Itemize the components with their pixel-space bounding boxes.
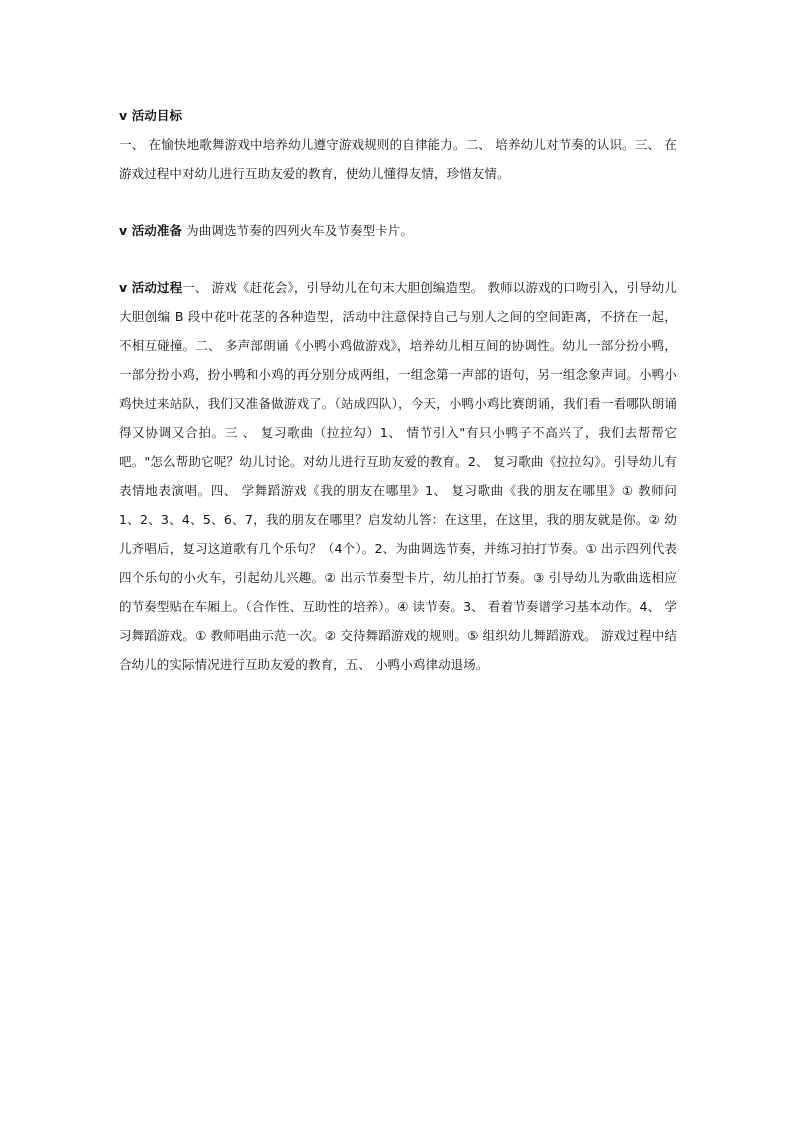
lesson-plan-content xyxy=(119,101,677,679)
activity-prep-heading: v 活动准备 xyxy=(119,223,183,238)
activity-process-text: 一、 游戏《赶花会》，引导幼儿在句末大胆创编造型。 教师以游戏的口吻引入，引导幼儿大胆创编 B 段中花叶花茎的各种造型，活动中注意保持自己与别人之间的空间距离，不挤在一起，不相互碰撞。二、 多声部朗诵《小鸭小鸡做游戏》，培养幼儿相互间的协调性。幼儿一部分扮小鸭，一部分扮小鸡，扮小鸭和小鸡的再分别分成两组，一组念第一声部的语句，另一组念象声词。小鸭小鸡快过来站队，我们又准备做游戏了。（站成四队），今天，小鸭小鸡比赛朗诵，我们看一看哪队朗诵得又协调又合拍。三 、 复习歌曲（拉拉勾）1、 情节引入"有只小鸭子不高兴了，我们去帮帮它吧。"怎么帮助它呢？幼儿讨论。对幼儿进行互助友爱的教育。2、 复习歌曲《拉拉勾》。引导幼儿有表情地表演唱。四、 学舞蹈游戏《我的朋友在哪里》1、 复习歌曲《我的朋友在哪里》① 教师问 1、2、3、4、5、6、7，我的朋友在哪里？启发幼儿答：在这里，在这里，我的朋友就是你。② 幼儿齐唱后，复习这道歌有几个乐句？（4个）。2、为曲调选节奏，并练习拍打节奏。① 出示四列代表四个乐句的小火车，引起幼儿兴趣。② 出示节奏型卡片，幼儿拍打节奏。③ 引导幼儿为歌曲选相应的节奏型贴在车厢上。（合作性、互助性的培养）。④ 读节奏。3、 看着节奏谱学习基本动作。4、 学习舞蹈游戏。① 教师唱曲示范一次。② 交待舞蹈游戏的规则。⑤ 组织幼儿舞蹈游戏。 游戏过程中结合幼儿的实际情况进行互助友爱的教育，五、 小鸭小鸡律动退场。 xyxy=(119,280,677,672)
activity-prep-text: 为曲调选节奏的四列火车及节奏型卡片。 xyxy=(182,223,413,238)
activity-goals-text: 一、 在愉快地歌舞游戏中培养幼儿遵守游戏规则的自律能力。二、 培养幼儿对节奏的认识。三、 在游戏过程中对幼儿进行互助友爱的教育，使幼儿懂得友情，珍惜友情。 xyxy=(119,137,677,181)
activity-process-section xyxy=(119,273,677,679)
activity-goals-section xyxy=(119,101,677,188)
activity-prep-section xyxy=(119,216,677,245)
activity-process-heading: v 活动过程 xyxy=(119,280,183,295)
activity-goals-heading: v 活动目标 xyxy=(119,108,183,123)
